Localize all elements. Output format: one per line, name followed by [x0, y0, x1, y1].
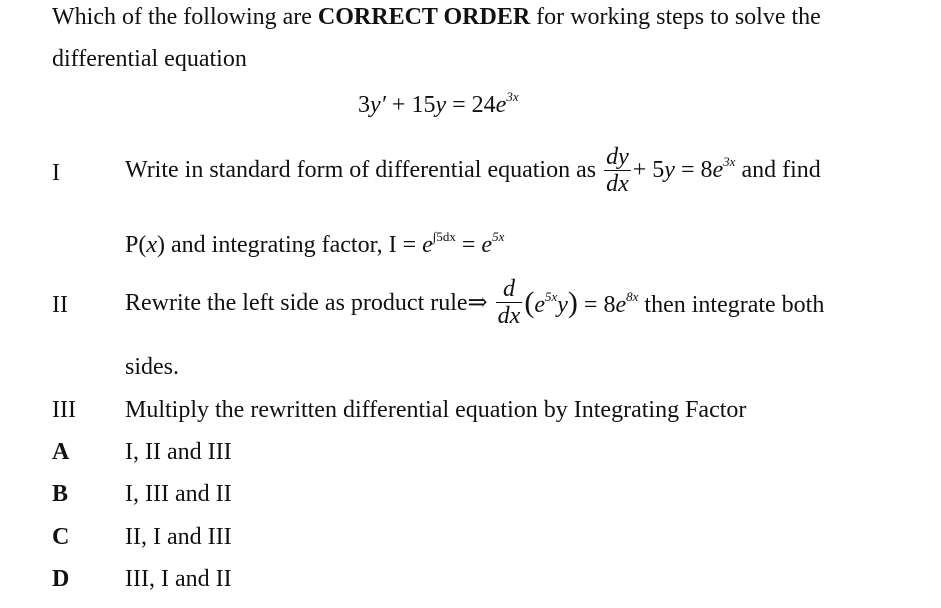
eq-plus: + 15 [385, 92, 436, 118]
frac-num: d [496, 276, 523, 303]
p-open: P( [125, 232, 147, 258]
if-text: ) and integrating factor, I = [157, 232, 423, 258]
frac-num: dy [606, 144, 629, 170]
option-a-letter[interactable]: A [52, 439, 70, 465]
if-integral: ∫5dx [432, 229, 456, 244]
option-d-text[interactable]: III, I and II [125, 566, 232, 592]
rhs-exp: 8x [626, 288, 639, 304]
option-b-text[interactable]: I, III and II [125, 481, 232, 507]
option-c-letter[interactable]: C [52, 524, 70, 550]
eq-yprime: y′ [370, 92, 386, 118]
step-ii-fraction [496, 276, 523, 329]
eq-part-e: e [712, 157, 724, 183]
question-suffix: for working steps to solve the [530, 4, 821, 30]
if-e: e [422, 232, 433, 258]
eq-y: y [435, 92, 447, 118]
inner-exp: 5x [544, 288, 558, 304]
eq-equals: = 24 [446, 92, 496, 118]
option-b-letter[interactable]: B [52, 481, 69, 507]
step-i-line-1 [125, 144, 821, 197]
frac-den: dx [497, 303, 521, 329]
eq-exp: 3x [506, 89, 519, 104]
paren-close: ) [567, 285, 578, 319]
step-numeral-iii: III [52, 397, 76, 423]
eq-e: e [495, 92, 507, 118]
step-ii-line-2: sides. [125, 354, 179, 380]
question-prefix: Which of the following are [52, 4, 318, 30]
inner-e: e [534, 291, 545, 318]
step-ii-eq [524, 285, 825, 319]
step-numeral-i: I [52, 160, 60, 186]
eq-part-exp: 3x [723, 154, 736, 169]
step-numeral-ii: II [52, 292, 68, 318]
inner-y: y [557, 291, 568, 318]
rhs-e: e [615, 291, 627, 318]
step-i-line-2 [125, 229, 505, 259]
step-i-fraction [604, 144, 631, 197]
step-iii-text: Multiply the rewritten differential equation by Integrating Factor [125, 397, 747, 423]
question-line-2: differential equation [52, 46, 247, 72]
option-d-letter[interactable]: D [52, 566, 70, 592]
if-equals: = [455, 232, 482, 258]
eq-part-2: = 8 [674, 157, 713, 183]
option-c-text[interactable]: II, I and III [125, 524, 232, 550]
step-i-text: Write in standard form of differential equation as [125, 157, 597, 183]
eq-part-y: y [664, 157, 675, 183]
rhs-eq: = 8 [577, 291, 616, 318]
option-a-text[interactable]: I, II and III [125, 439, 232, 465]
step-ii-text: Rewrite the left side as product rule⇒ [125, 290, 488, 316]
eq-coef: 3 [358, 92, 370, 118]
if-exp2: 5x [492, 229, 505, 244]
step-i-tail: and find [735, 157, 821, 183]
paren-open: ( [524, 285, 535, 319]
frac-den: dx [606, 171, 629, 197]
if-e2: e [481, 232, 493, 258]
p-x: x [146, 232, 157, 258]
eq-part: + 5 [632, 157, 665, 183]
step-i-eq [632, 154, 821, 183]
step-ii-tail: then integrate both [638, 291, 825, 318]
question-line-1 [52, 4, 821, 31]
step-ii-line-1 [125, 276, 824, 329]
main-equation [358, 89, 519, 119]
question-bold: CORRECT ORDER [317, 4, 531, 30]
